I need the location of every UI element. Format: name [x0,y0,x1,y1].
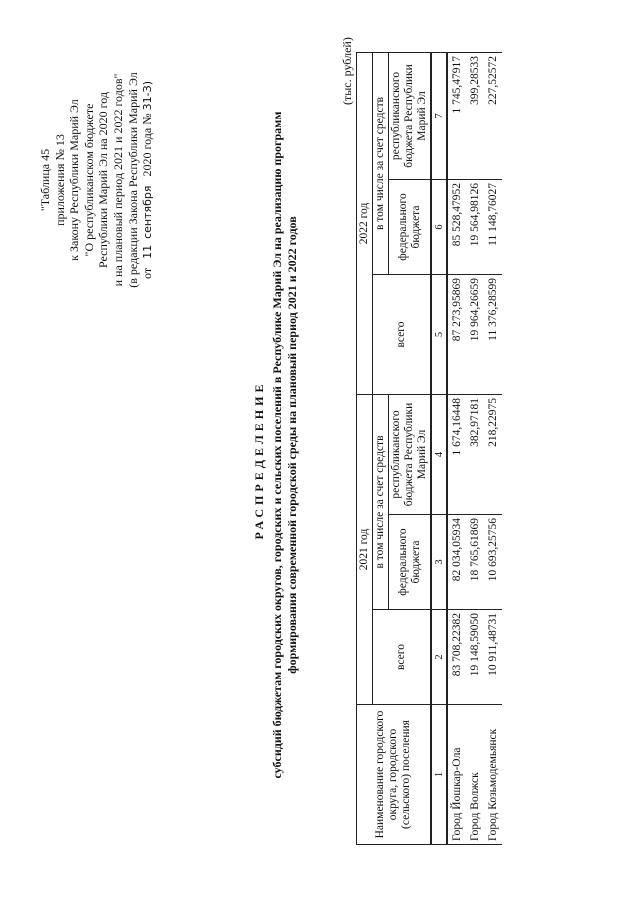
header-year-2021: 2021 год [357,394,373,704]
units-label: (тыс. рублей) [340,37,354,105]
column-number: 2 [431,610,447,705]
cell-value: 11 376,28599 [484,274,502,394]
cell-value: 218,22975 [484,394,502,514]
cell-value: 382,97181 [466,394,484,514]
header-total-2021: всего [373,610,432,705]
annex-line: "Таблица 45 [38,148,52,212]
table-row [466,52,484,844]
date-number: 31-З) [141,81,155,111]
cell-value: 227,52572 [484,52,502,179]
column-number: 7 [431,52,447,179]
cell-value: 11 148,76027 [484,179,502,274]
date-month: сентября [141,185,155,239]
document-subtitle [270,55,299,835]
column-number: 5 [431,274,447,394]
cell-value: 399,28533 [466,52,484,179]
cell-value: 10 693,25756 [484,515,502,610]
subtitle-line: субсидий бюджетам городских округов, городских и сельских поселений в Республике Марий Эл на реализацию программ [270,111,284,779]
cell-value: 87 273,95869 [447,274,466,394]
table-row [447,52,466,844]
cell-value: 1 745,47917 [447,52,466,179]
annex-date-line [140,55,156,305]
header-name: Наименование городского округа, городского (сельского) поселения [357,705,432,845]
row-name: Город Волжск [466,705,484,845]
header-republic-2021: республиканского бюджета Республики Марий Эл [389,394,432,514]
header-incl-2021: в том числе за счет средств [373,394,389,609]
date-year: 2020 года № [140,113,155,177]
header-total-2022: всего [373,274,432,394]
table-row [484,52,502,844]
annex-line: (в редакции Закона Республики Марий Эл [125,72,140,288]
header-incl-2022: в том числе за счет средств [373,52,389,274]
cell-value: 19 564,98126 [466,179,484,274]
date-prefix: от [140,267,155,279]
row-name: Город Козьмодемьянск [484,705,502,845]
document-title: РАСПРЕДЕЛЕНИЕ [252,380,266,540]
header-federal-2021: федерального бюджета [389,515,432,610]
annex-line: и на плановый период 2021 и 2022 годов" [110,73,125,287]
header-year-2022: 2022 год [357,52,373,394]
column-number: 1 [431,705,447,845]
annex-line: Республики Марий Эл на 2020 год [96,92,111,268]
column-number: 3 [431,515,447,610]
cell-value: 82 034,05934 [447,515,466,610]
column-number: 6 [431,179,447,274]
cell-value: 19 148,59050 [466,610,484,705]
annex-line: приложения № 13 [52,134,67,226]
header-republic-2022: республиканского бюджета Республики Марий Эл [389,52,432,179]
header-federal-2022: федерального бюджета [389,179,432,274]
cell-value: 10 911,48731 [484,610,502,705]
subtitle-line: формирования современной городской среды на плановый период 2021 и 2022 годов [284,216,299,674]
column-number: 4 [431,394,447,514]
subsidy-table [356,52,502,845]
cell-value: 18 765,61869 [466,515,484,610]
cell-value: 1 674,16448 [447,394,466,514]
cell-value: 85 528,47952 [447,179,466,274]
cell-value: 83 708,22382 [447,610,466,705]
date-day: 11 [141,244,155,259]
cell-value: 19 964,26659 [466,274,484,394]
annex-line: "О республиканском бюджете [81,103,96,257]
row-name: Город Йошкар-Ола [447,705,466,845]
annex-line: к Закону Республики Марий Эл [67,99,82,261]
annex-reference [38,55,156,305]
